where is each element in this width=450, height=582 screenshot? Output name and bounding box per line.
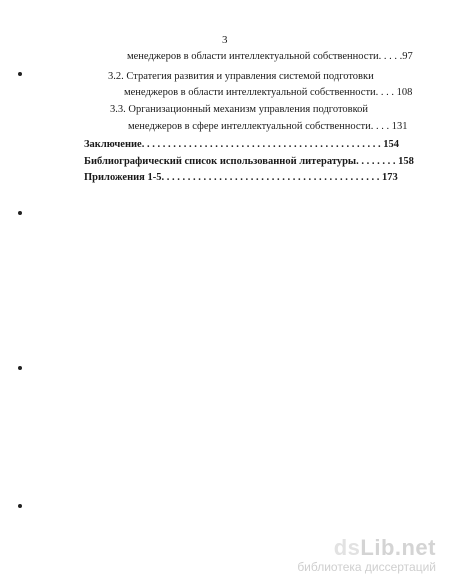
- toc-line-2: 3.2. Стратегия развития и управления системой подготовки: [108, 71, 374, 82]
- watermark-logo: [297, 536, 436, 574]
- toc-line-3: менеджеров в области интеллектуальной собственности. . . . 108: [124, 87, 413, 98]
- binding-hole-dot: [18, 211, 22, 215]
- toc-line-4: 3.3. Организационный механизм управления подготовкой: [110, 104, 369, 115]
- binding-hole-dot: [18, 72, 22, 76]
- toc-line-5: менеджеров в сфере интеллектуальной собственности. . . . 131: [128, 121, 408, 132]
- toc-line-appendices: Приложения 1-5. . . . . . . . . . . . . . . . . . . . . . . . . . . . . . . . . . . . . . . . . . 173: [84, 172, 398, 183]
- toc-line-bibliography: Библиографический список использованной литературы. . . . . . . . 158: [84, 156, 414, 167]
- binding-hole-dot: [18, 504, 22, 508]
- watermark-brand-suffix: Lib.net: [360, 535, 436, 560]
- watermark-tagline: библиотека диссертаций: [297, 560, 436, 574]
- binding-hole-dot: [18, 366, 22, 370]
- watermark-brand-prefix: ds: [333, 535, 361, 560]
- toc-line-1: менеджеров в области интеллектуальной собственности. . . . .97: [127, 51, 413, 62]
- page-number: 3: [222, 34, 228, 46]
- toc-line-conclusion: Заключение. . . . . . . . . . . . . . . . . . . . . . . . . . . . . . . . . . . . . . . . . . . . . . 154: [84, 139, 399, 150]
